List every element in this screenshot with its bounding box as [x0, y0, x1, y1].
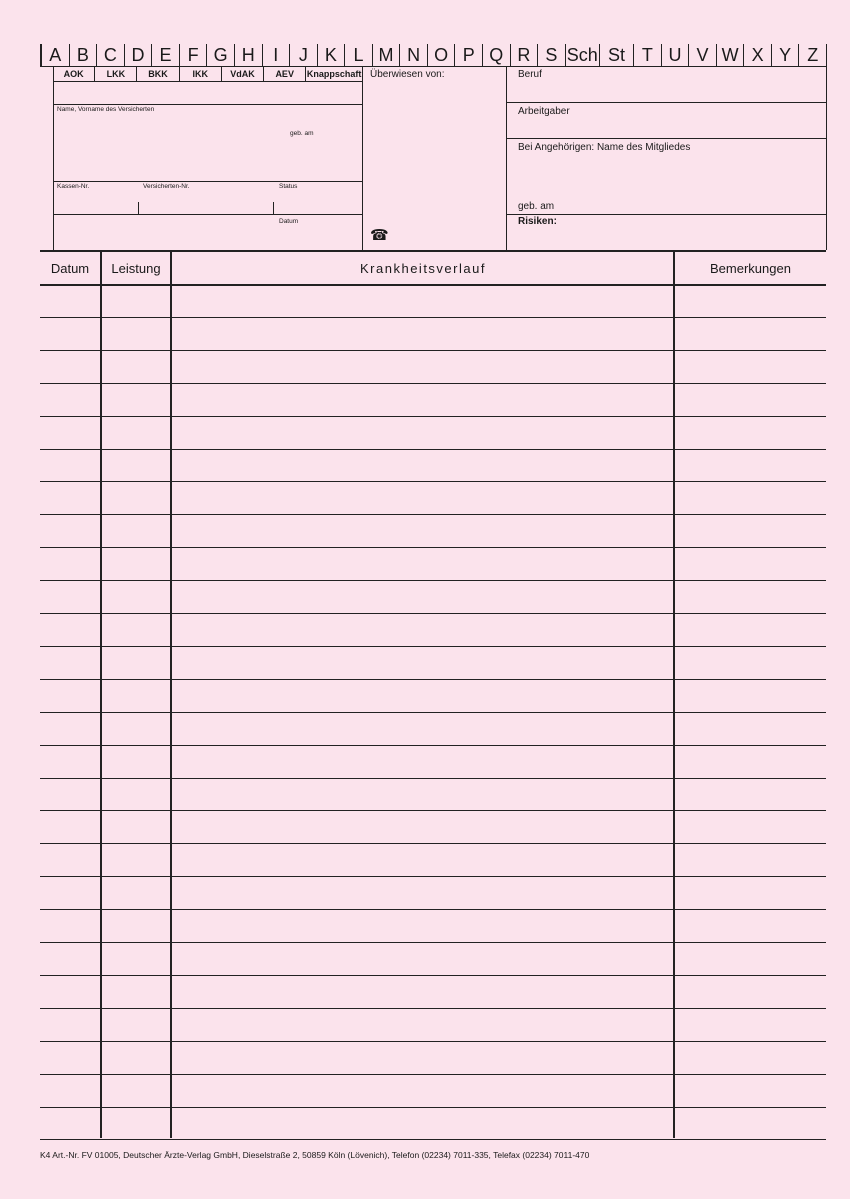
ruled-line [40, 416, 826, 417]
alphabet-tab: X [743, 44, 771, 66]
employer-bottom-line [506, 138, 826, 139]
versicherten-nr-label: Versicherten-Nr. [143, 183, 190, 190]
header-divider-2 [506, 66, 507, 250]
insurance-type-cell: BKK [136, 67, 178, 81]
alphabet-tab: S [537, 44, 565, 66]
ruled-line [40, 942, 826, 943]
alphabet-tab: H [234, 44, 262, 66]
employer-label: Arbeitgaber [518, 106, 570, 117]
ruled-line [40, 1139, 826, 1140]
ruled-line [40, 1107, 826, 1108]
datum-small-label: Datum [279, 218, 299, 225]
alphabet-tab: J [289, 44, 317, 66]
ruled-line [40, 514, 826, 515]
kassen-nr-top-line [53, 181, 362, 182]
ruled-line [40, 350, 826, 351]
datum-top-line [53, 214, 362, 215]
ruled-line [40, 778, 826, 779]
insurance-type-cell: Knappschaft [306, 69, 362, 79]
member-birthdate-label: geb. am [518, 201, 555, 212]
ruled-line [40, 975, 826, 976]
birthdate-small-label: geb. am [290, 130, 314, 137]
header-right-border [826, 44, 827, 250]
occupation-bottom-line [506, 102, 826, 103]
ruled-line [40, 449, 826, 450]
ruled-line [40, 1074, 826, 1075]
header-bottom-border [40, 250, 826, 252]
name-label: Name, Vorname des Versicherten [57, 106, 155, 113]
alphabet-tab: Sch [565, 44, 599, 66]
alphabet-tab: L [344, 44, 372, 66]
alphabet-tab: R [510, 44, 538, 66]
alphabet-tab: U [661, 44, 689, 66]
ruled-line [40, 383, 826, 384]
insurance-type-cell: IKK [179, 67, 221, 81]
column-divider-datum [100, 252, 102, 1138]
kassen-nr-tick [138, 202, 139, 214]
alphabet-tab: M [372, 44, 400, 66]
ruled-line [40, 580, 826, 581]
status-tick [273, 202, 274, 214]
alphabet-tab: K [317, 44, 345, 66]
ruled-line [40, 712, 826, 713]
insurance-type-cell: LKK [94, 67, 136, 81]
alphabet-tab: Z [798, 44, 826, 66]
alphabet-tab: N [399, 44, 427, 66]
alphabet-tab: B [69, 44, 97, 66]
insurance-type-cell: AEV [263, 67, 305, 81]
ruled-line [40, 876, 826, 877]
column-header-leistung: Leistung [111, 261, 161, 276]
ruled-line [40, 547, 826, 548]
alphabet-tab: T [633, 44, 661, 66]
ruled-line [40, 1008, 826, 1009]
ruled-line [40, 679, 826, 680]
column-header-krankheitsverlauf: Krankheitsverlauf [360, 261, 486, 276]
ruled-line [40, 646, 826, 647]
ruled-line [40, 745, 826, 746]
column-divider-krankheitsverlauf [673, 252, 675, 1138]
ruled-line [40, 284, 826, 286]
ruled-line [40, 481, 826, 482]
header-left-border [53, 66, 54, 250]
column-header-datum: Datum [50, 261, 90, 276]
name-field-top-line [53, 104, 362, 105]
status-label: Status [279, 183, 298, 190]
ruled-line [40, 810, 826, 811]
header-divider-1 [362, 66, 363, 250]
alphabet-tab: P [454, 44, 482, 66]
ruled-line [40, 909, 826, 910]
kassen-row-bottom-line [53, 81, 362, 82]
footer-publisher-info: K4 Art.-Nr. FV 01005, Deutscher Ärzte-Verlag GmbH, Dieselstraße 2, 50859 Köln (Lövenich), Telefon (02234) 7011-335, Telefax (02234) 7011-470 [40, 1150, 590, 1160]
alphabet-index-row [40, 44, 826, 66]
alphabet-tab: Y [771, 44, 799, 66]
risks-label: Risiken: [518, 216, 557, 227]
insurance-type-cell: AOK [63, 69, 84, 79]
insurance-type-row [53, 67, 362, 81]
risks-top-line [506, 214, 826, 215]
referred-by-label: Überwiesen von: [370, 69, 445, 80]
phone-icon: ☎ [370, 227, 389, 244]
insurance-type-cell: VdAK [221, 67, 263, 81]
ruled-line [40, 1041, 826, 1042]
occupation-label: Beruf [518, 69, 542, 80]
member-name-label: Bei Angehörigen: Name des Mitgliedes [518, 142, 691, 153]
alphabet-tab: O [427, 44, 455, 66]
ruled-line [40, 317, 826, 318]
alphabet-tab: Q [482, 44, 510, 66]
alphabet-tab: D [124, 44, 152, 66]
alphabet-tab: F [179, 44, 207, 66]
ruled-line [40, 613, 826, 614]
alphabet-tab: A [40, 44, 69, 66]
alphabet-tab: E [151, 44, 179, 66]
ruled-line [40, 843, 826, 844]
alphabet-tab: G [206, 44, 234, 66]
alphabet-tab: C [96, 44, 124, 66]
alphabet-tab: St [599, 44, 633, 66]
alphabet-tab: V [688, 44, 716, 66]
column-divider-leistung [170, 252, 172, 1138]
alphabet-tab: W [716, 44, 744, 66]
alphabet-tab: I [262, 44, 290, 66]
column-header-bemerkungen: Bemerkungen [710, 261, 791, 276]
kassen-nr-label: Kassen-Nr. [57, 183, 90, 190]
